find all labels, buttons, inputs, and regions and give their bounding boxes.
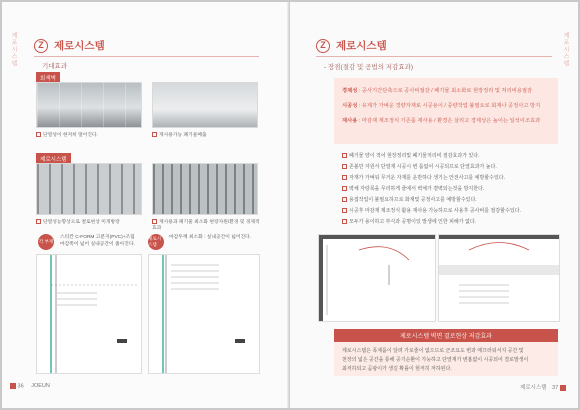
condensation-diagram-right [438, 234, 560, 322]
right-page-title: 제로시스템 [336, 40, 387, 52]
circle-label-1: 각 부재 [38, 234, 54, 250]
left-page-number: 36 JOEUN [10, 383, 50, 389]
tag-before: 회색벽 [36, 72, 60, 84]
right-title-rule [316, 56, 552, 57]
photo-steel-studs [36, 163, 142, 215]
list-item: 자재가 가벼워 무거운 자재를 운반하다 생기는 안전사고를 예방할수있다. [342, 173, 557, 184]
section-drawing-2 [148, 254, 260, 374]
left-side-tab: 제로시스템 [10, 32, 16, 67]
list-item: 벽체 자랑목을 무리하게 줄에서 벽체가 곁벽되는것을 방지한다. [342, 184, 557, 195]
brand-logo-icon: Z [316, 39, 330, 53]
left-header [34, 38, 105, 53]
highlight-constructability: 시공성 : 유제가 가벼운 경량자재로 시공용이 / 중량작업 불필요로 회재나 공정사고 방지 [342, 103, 541, 109]
check-icon [342, 208, 347, 213]
check-icon [342, 197, 347, 202]
description-line: 제로시스템은 폭제품이 달려 가로줄이 없으므로 군조요도 변과 매끄러워서지 공간 및 [342, 348, 524, 354]
condensation-description [334, 342, 558, 376]
check-icon [152, 132, 157, 137]
caption-1: 단열성이 현저히 떨어진다. [36, 132, 142, 139]
list-item: 존볼만 자원서 단열재 시공시 변 롬없어 시공되므로 단열효과가 높다. [342, 162, 557, 173]
left-subtitle: 기대효과 [42, 63, 68, 70]
caption-4: 재사용과 폐기물 최소화 현장자원/환경 및 경제적 효과 [152, 219, 260, 231]
brand-logo-icon: Z [34, 39, 48, 53]
left-page [2, 2, 290, 408]
right-subtitle: - 장점(절감 및 공법의 저감효과) [324, 64, 414, 71]
check-icon [36, 219, 41, 224]
check-icon [36, 132, 41, 137]
list-item: 폐기물 양이 적어 현장정리및 폐기물처리비 절감효과가 있다. [342, 151, 557, 162]
right-side-tab: 제로시스템 [562, 32, 568, 67]
note-2: 마감두께 최소화 : 실내공간이 넓어진다. [169, 235, 252, 240]
note-1: 스티칸 C-FORM 고분지(PVC)+조립 마감쪽이 넓어 실내공간이 좁아진다. [60, 235, 135, 247]
check-icon [342, 175, 347, 180]
section-drawing-1 [36, 254, 142, 374]
highlight-economy: 경제성 : 공사기간단축으로 공사비절감 / 폐기물 최소화로 현장정리 및 처리비용절감 [342, 88, 533, 94]
right-header [316, 38, 387, 53]
list-item: 시공후 마감재 제조정식 활용 재사용 가능하므로 사용후 공사비를 절감할수있다. [342, 206, 557, 217]
list-item: 모두가 용이하고 부식과 공명이있 발생에 인한 피해가 없다. [342, 217, 557, 228]
photo-waste [152, 82, 258, 128]
condensation-banner: 제로시스템 벽면 결로현상 저감효과 [334, 329, 558, 342]
highlight-reuse: 재사용 : 마감재 제조정식 기존품 재사용 / 환경은 살리고 경제성은 높이는 일석이조효과 [342, 118, 541, 124]
list-item: 용접작업이 불필요하므로 화재및 공정사고를 예방할수있다. [342, 195, 557, 206]
check-icon [342, 164, 347, 169]
left-title-rule [34, 56, 259, 57]
description-line: 최저하되고 곰팡이가 생길 확률이 현저히 저하된다. [342, 366, 452, 372]
description-line: 천장의 넓은 공간을 통해 공기순환이 가능하고 단열재가 변홈없이 시공되어 결로발생이 [342, 357, 529, 363]
photo-concrete-wall [36, 82, 142, 128]
check-icon [342, 186, 347, 191]
condensation-diagram-left [318, 234, 436, 322]
brochure-spread [2, 2, 578, 408]
caption-2: 재사용가능 폐기물배출 [152, 132, 258, 139]
left-page-title: 제로시스템 [54, 40, 105, 52]
check-icon [342, 153, 347, 158]
check-icon [152, 219, 157, 224]
photo-studs-interior [152, 163, 258, 215]
benefit-list [342, 151, 557, 228]
caption-3: 단열성능향상으로 결로현상 미개방장 [36, 219, 142, 226]
page-marker-icon [10, 383, 16, 389]
check-icon [342, 219, 347, 224]
tag-zero-system: 제로시스템 [36, 153, 71, 165]
circle-label-2: 제로시스템 [148, 234, 164, 250]
page-marker-icon [560, 385, 566, 391]
right-page-number: 제로시스템 37 [520, 383, 566, 391]
